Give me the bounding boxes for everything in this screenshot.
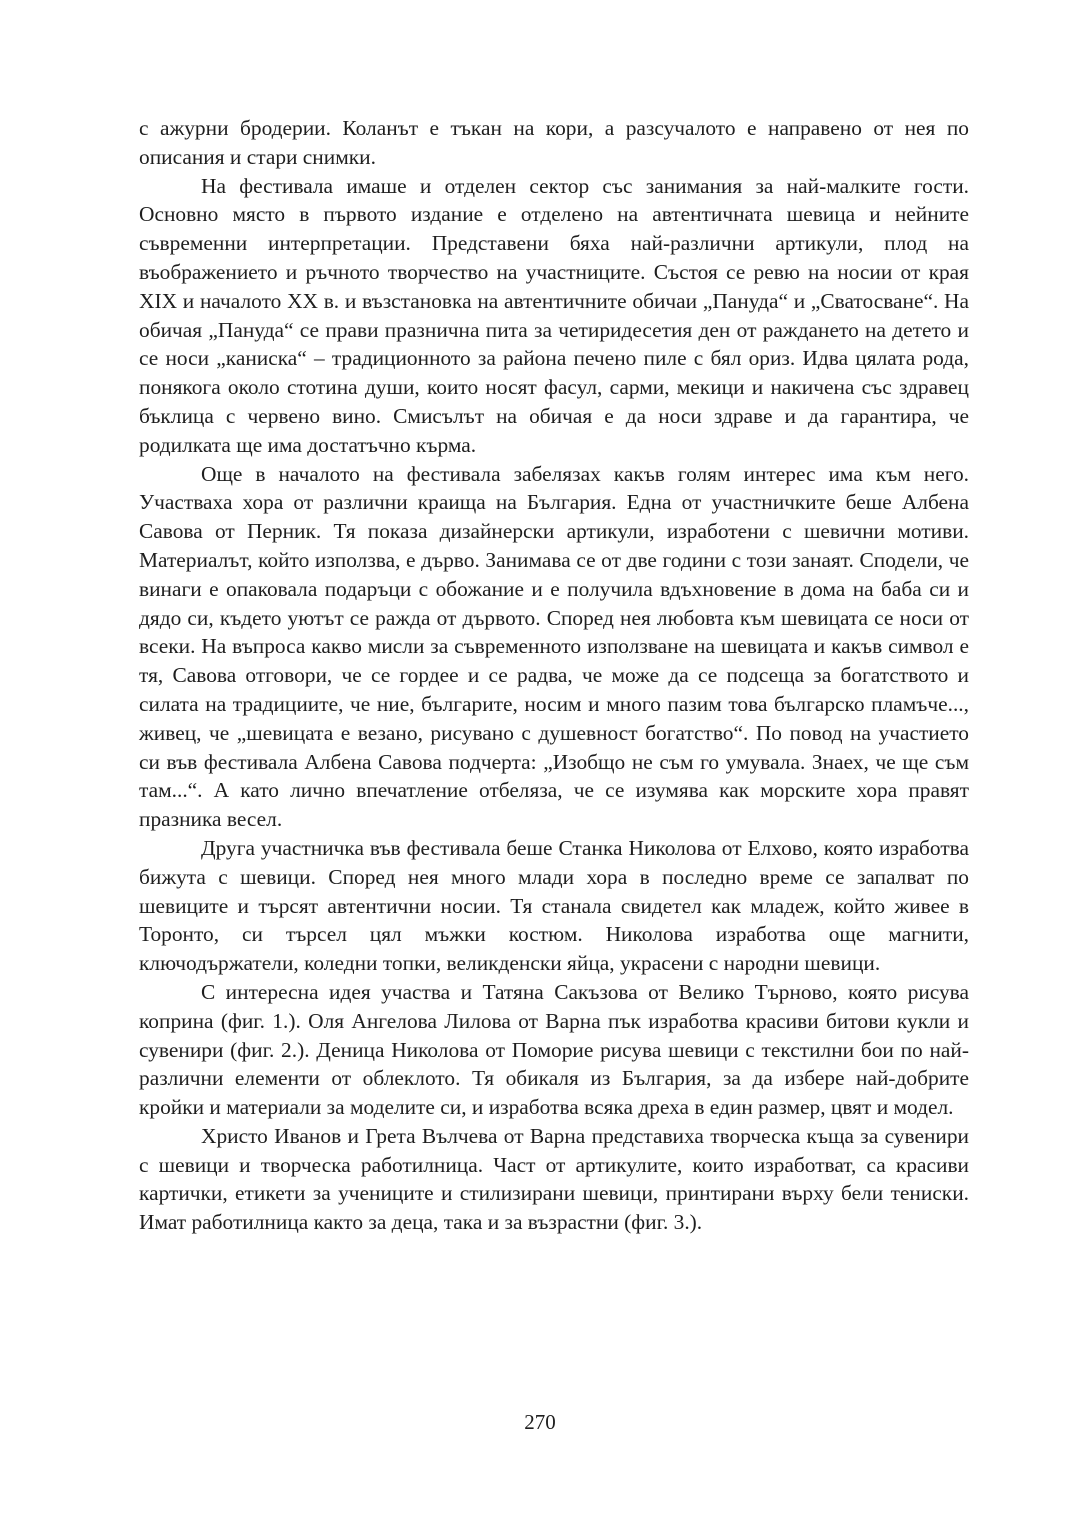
paragraph-1: с ажурни бродерии. Коланът е тъкан на кори, а разсучалото е направено от нея по описания и стари снимки. (139, 116, 969, 169)
page-number: 270 (524, 1410, 556, 1434)
page-body (139, 114, 969, 1237)
paragraph-4: Друга участничка във фестивала беше Станка Николова от Елхово, която изработва бижута с шевици. Според нея много млади хора в последно време се запалват по шевиците и търсят автентични носии. Тя станала свидетел как младеж, който живее в Торонто, си търсел цял мъжки костюм. Николова изработва още магнити, ключодържатели, коледни топки, великденски яйца, украсени с народни шевици. (139, 835, 969, 976)
paragraph-2: На фестивала имаше и отделен сектор със занимания за най-малките гости. Основно място в първото издание е отделено на автентичната шевица и нейните съвременни интерпретации. Представени бяха най-различни артикули, плод на въображението и ръчното творчество на участниците. Състоя се ревю на носии от края XIX и началото XX в. и възстановка на автентичните обичаи „Пануда“ и „Сватосване“. На обичая „Пануда“ се прави празнична пита за четиридесетия ден от раждането на детето и се носи „каниска“ – традиционното за района печено пиле с бял ориз. Идва цялата рода, понякога около стотина души, които носят фасул, сарми, мекици и накичена със здравец бъклица с червено вино. Смисълът на обичая е да носи здраве и да гарантира, че родилката ще има достатъчно кърма. (139, 173, 969, 457)
paragraph-5: С интересна идея участва и Татяна Сакъзова от Велико Търново, която рисува коприна (фиг. 1.). Оля Ангелова Лилова от Варна пък изработва красиви битови кукли и сувенири (фиг. 2.). Деница Николова от Поморие рисува шевици с текстилни бои по най-различни елементи от облеклото. Тя обикаля из България, за да избере най-добрите кройки и материали за моделите си, и изработва всяка дреха в един размер, цвят и модел. (139, 979, 969, 1120)
paragraph-3: Още в началото на фестивала забелязах какъв голям интерес има към него. Участваха хора от различни краища на България. Една от участничките беше Албена Савова от Перник. Тя показа дизайнерски артикули, изработени с шевични мотиви. Материалът, който използва, е дърво. Занимава се от две години с този занаят. Сподели, че винаги е опаковала подаръци с обожание и е получила вдъхновение в дома на баба си и дядо си, където уютът се ражда от дървото. Според нея любовта към шевицата се носи от всеки. На въпроса какво мисли за съвременното използване на шевицата и какъв символ е тя, Савова отговори, че се гордее и се радва, че може да се подсеща за богатството и силата на традициите, че ние, българите, носим и много пазим това българско пламъче..., живец, че „шевицата е везано, рисувано с душевност богатство“. По повод на участието си във фестивала Албена Савова подчерта: „Изобщо не съм го умувала. Знаех, че ще съм там...“. А като лично впечатление отбеляза, че се изумява как морските хора правят празника весел. (139, 461, 969, 832)
paragraph-6: Христо Иванов и Грета Вълчева от Варна представиха творческа къща за сувенири с шевици и творческа работилница. Част от артикулите, които изработват, са красиви картички, етикети за учениците и стилизирани шевици, принтирани върху бели тениски. Имат работилница както за деца, така и за възрастни (фиг. 3.). (139, 1123, 969, 1235)
